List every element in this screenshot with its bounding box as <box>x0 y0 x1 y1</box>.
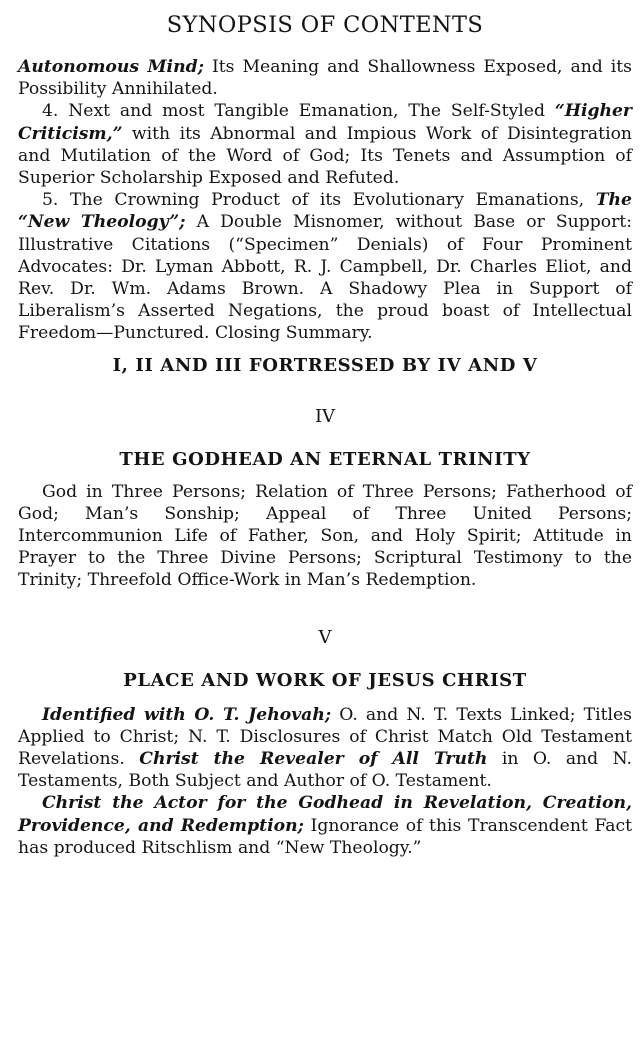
item-4-italic: “Higher Criticism,” <box>18 101 632 144</box>
section-v-paragraph-1 <box>18 704 632 793</box>
italic-lead: Autonomous Mind; <box>18 57 204 77</box>
item-4-post: with its Abnormal and Impious Work of Disintegration and Mutilation of the Word of God; Its Tenets and Assumption of Superior Scholarship Exposed and Refuted. <box>18 123 632 189</box>
item-4-number: 4. <box>42 101 59 122</box>
page-title: SYNOPSIS OF CONTENTS <box>166 12 484 38</box>
section-iv-numeral: IV <box>314 405 336 427</box>
item-4-paragraph <box>18 100 632 189</box>
continued-paragraph <box>18 56 632 100</box>
item-5-post: A Double Misnomer, without Base or Support: Illustrative Citations (“Specimen” Denials) of Four Prominent Advocates: Dr. Lyman Abbott, R. J. Campbell, Dr. Charles Eliot, and Rev. Dr. Wm. Adams Brown. A Shadowy Plea in Support of Liberalism’s Asserted Negations, the proud boast of Intellectual Freedom—Punctured. Closing Summary. <box>18 212 633 344</box>
item-4-pre: Next and most Tangible Emanation, The Self-Styled <box>58 101 555 122</box>
continued-text: Its Meaning and Shallowness Exposed, and its Possibility Annihilated. <box>18 57 632 100</box>
section-iv-paragraph: God in Three Persons; Relation of Three Persons; Fatherhood of God; Man’s Sonship; Appeal of Three United Persons; Intercommunion Life of Father, Son, and Holy Spirit; Attitude in Prayer to the Three Divine Persons; Scriptural Testimony to the Trinity; Threefold Office-Work in Man’s Redemption. <box>18 481 632 591</box>
section-v-heading: PLACE AND WORK OF JESUS CHRIST <box>123 669 527 691</box>
section-v-italic-1: Identified with O. T. Jehovah; <box>42 704 332 725</box>
item-5-pre: The Crowning Product of its Evolutionary Emanations, <box>58 190 596 211</box>
section-v-text-3: Ignorance of this Transcendent Fact has produced Ritschlism and “New Theology.” <box>18 815 632 858</box>
item-5-paragraph <box>18 189 632 344</box>
section-iv-heading: THE GODHEAD AN ETERNAL TRINITY <box>119 448 531 470</box>
section-v-text-2: in O. and N. Testaments, Both Subject and Author of O. Testament. <box>18 749 632 792</box>
section-v-text-1: O. and N. T. Texts Linked; Titles Applied to Christ; N. T. Disclosures of Christ Match Old Testament Revelations. <box>18 704 632 770</box>
item-5-number: 5. <box>42 190 59 211</box>
section-v-numeral: V <box>318 626 332 648</box>
section-v-paragraph-2 <box>18 792 632 859</box>
section-v-italic-2: Christ the Revealer of All Truth <box>139 749 488 770</box>
fortressed-heading: I, II AND III FORTRESSED BY IV AND V <box>112 354 538 376</box>
section-v-italic-3: Christ the Actor for the Godhead in Revelation, Creation, Providence, and Redemption; <box>18 793 632 836</box>
item-5-italic: The “New Theology”; <box>18 190 632 233</box>
